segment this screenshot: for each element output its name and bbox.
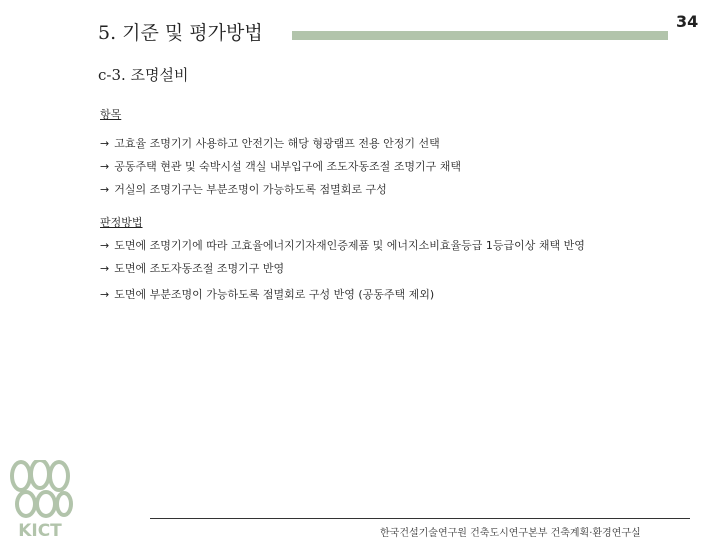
arrow-icon: → [100,160,110,173]
list-item [100,237,585,253]
title-accent-bar [292,31,668,40]
footer-text: 한국건설기술연구원 건축도시연구본부 건축계획·환경연구실 [380,528,641,539]
list-item-text: 고효율 조명기기 사용하고 안전기는 해당 형광램프 전용 안정기 선택 [114,137,440,150]
list-item-text: 거실의 조명기구는 부분조명이 가능하도록 점멸회로 구성 [114,183,387,196]
page-title: 5. 기준 및 평가방법 [98,22,263,44]
list-item [100,181,387,197]
section-title: c-3. 조명설비 [98,66,189,84]
list-item-text: 공동주택 현관 및 숙박시설 객실 내부입구에 조도자동조절 조명기구 채택 [114,160,461,173]
footer-divider [150,518,690,519]
arrow-icon: → [100,137,110,150]
page-number: 34 [676,12,699,31]
list-item [100,286,434,302]
list-item [100,135,440,151]
arrow-icon: → [100,183,110,196]
list-item-text: 도면에 조도자동조절 조명기구 반영 [114,262,285,275]
list-item [100,260,284,276]
arrow-icon: → [100,288,110,301]
arrow-icon: → [100,239,110,252]
list-item-text: 도면에 부분조명이 가능하도록 점멸회로 구성 반영 (공동주택 제외) [114,288,435,301]
group-heading-items: 항목 [100,108,122,121]
list-item [100,158,461,174]
group-heading-judgement: 판정방법 [100,216,143,229]
kict-logo-icon [4,460,76,540]
logo-text: KICT [18,521,62,540]
arrow-icon: → [100,262,110,275]
list-item-text: 도면에 조명기기에 따라 고효율에너지기자재인증제품 및 에너지소비효율등급 1등급이상 채택 반영 [114,239,585,252]
